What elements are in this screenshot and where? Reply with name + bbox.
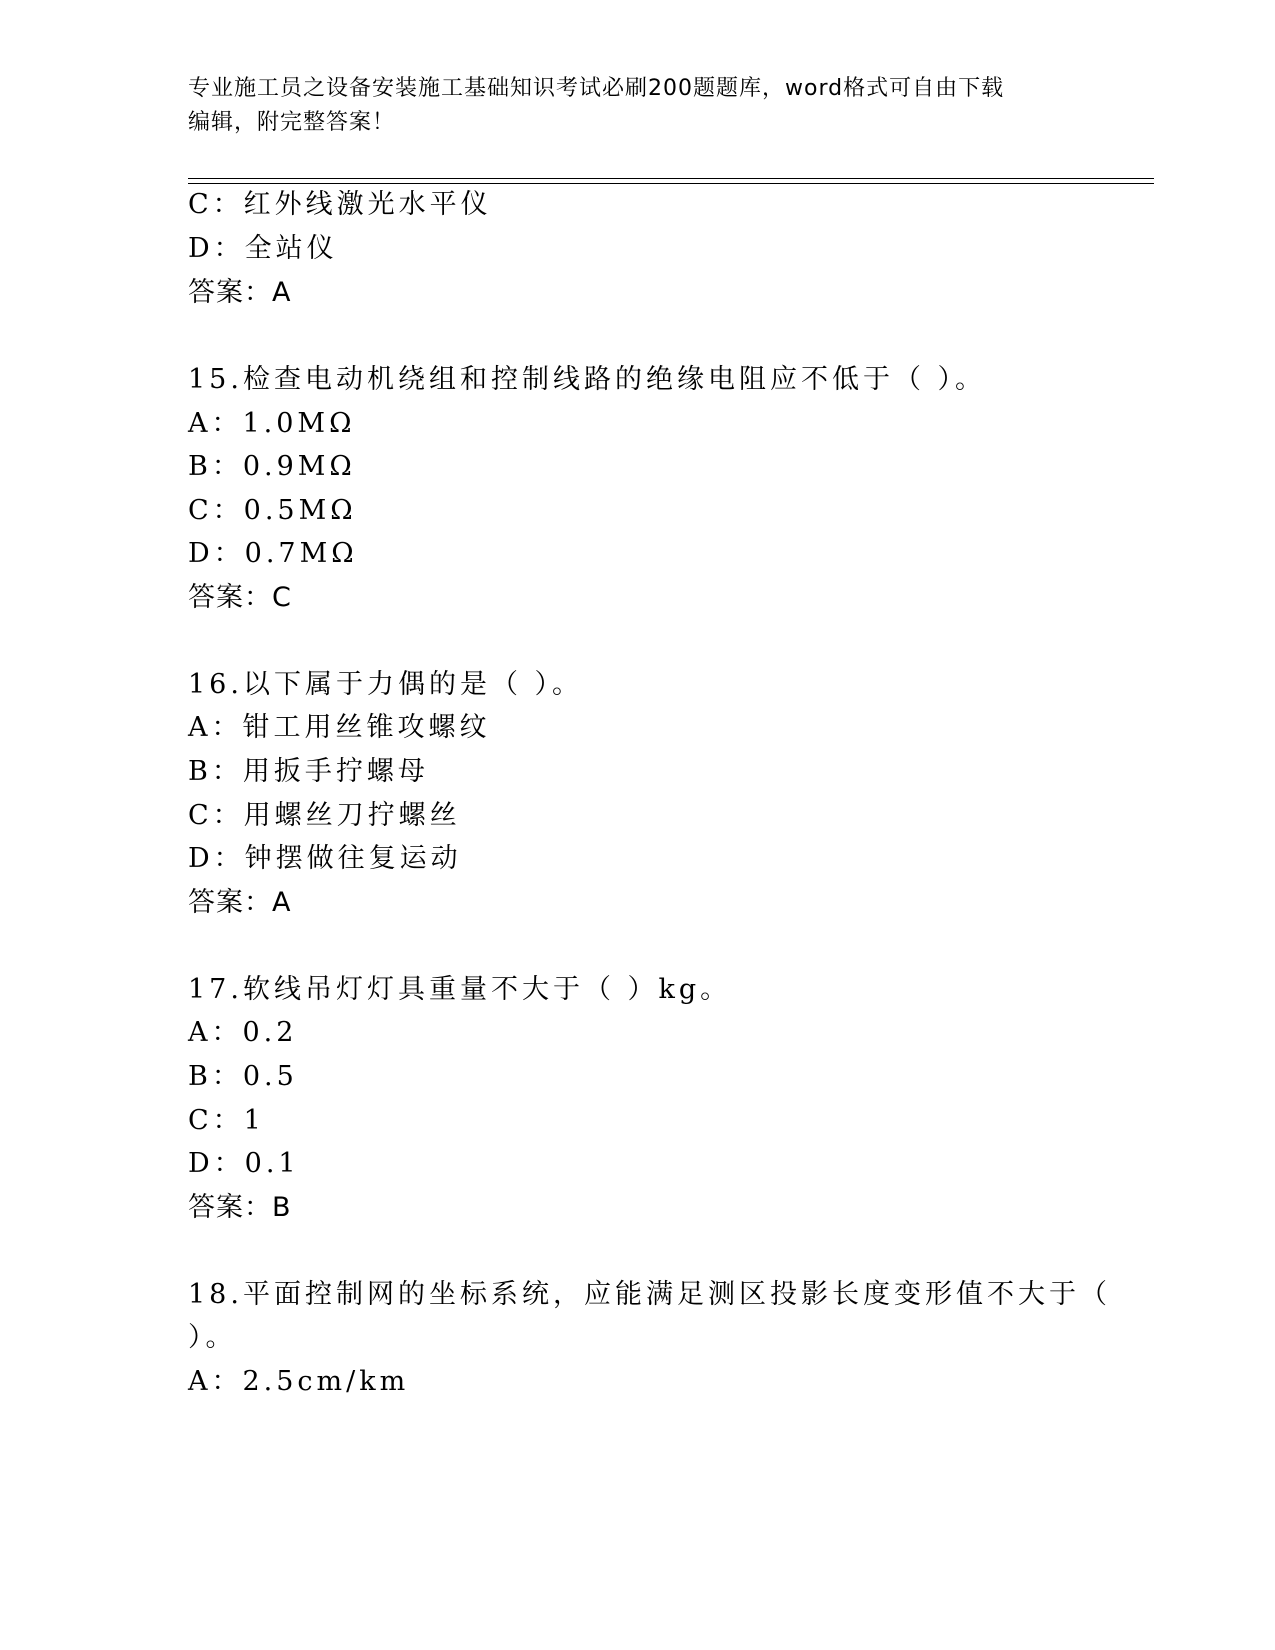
- q18-question-line2: ）。: [188, 1322, 237, 1353]
- header-title-line2: 编辑，附完整答案！: [188, 110, 396, 135]
- q16-answer: 答案：A: [188, 887, 292, 918]
- document-header: [188, 72, 1068, 140]
- q17-option-c: C：1: [188, 1105, 265, 1136]
- q17-option-a: A：0.2: [188, 1017, 298, 1048]
- q18-option-a: A：2.5cm/km: [188, 1366, 410, 1397]
- q15-option-a: A：1.0MΩ: [188, 408, 356, 439]
- q15-question: 15.检查电动机绕组和控制线路的绝缘电阻应不低于（ ）。: [188, 364, 987, 395]
- header-rule-bottom: [188, 183, 1154, 184]
- q16-question: 16.以下属于力偶的是（ ）。: [188, 669, 584, 700]
- q17-answer: 答案：B: [188, 1192, 292, 1223]
- q15-answer: 答案：C: [188, 582, 292, 613]
- q17-option-d: D：0.1: [188, 1148, 300, 1179]
- q16-option-a: A：钳工用丝锥攻螺纹: [188, 712, 491, 743]
- q15-option-d: D：0.7MΩ: [188, 538, 358, 569]
- q15-option-c: C：0.5MΩ: [188, 495, 357, 526]
- header-title-line1: 专业施工员之设备安装施工基础知识考试必刷200题题库，word格式可自由下载: [188, 76, 1005, 101]
- q16-option-d: D：钟摆做往复运动: [188, 843, 462, 874]
- q16-option-c: C：用螺丝刀拧螺丝: [188, 800, 461, 831]
- q17-question: 17.软线吊灯灯具重量不大于（ ）kg。: [188, 974, 732, 1005]
- q18-question-line1: 18.平面控制网的坐标系统，应能满足测区投影长度变形值不大于（: [188, 1279, 1111, 1310]
- q16-option-b: B：用扳手拧螺母: [188, 756, 429, 787]
- q15-option-b: B：0.9MΩ: [188, 451, 356, 482]
- prev-answer: 答案：A: [188, 277, 292, 308]
- prev-option-c: C：红外线激光水平仪: [188, 189, 492, 220]
- prev-option-d: D：全站仪: [188, 233, 338, 264]
- header-rule-top: [188, 178, 1154, 179]
- q17-option-b: B：0.5: [188, 1061, 298, 1092]
